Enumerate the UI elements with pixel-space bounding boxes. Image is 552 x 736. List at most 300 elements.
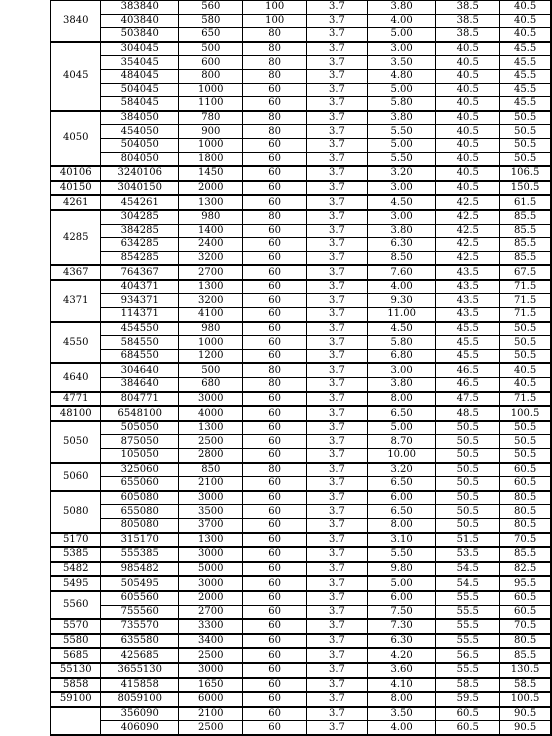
table-row: [51, 406, 552, 421]
spec-cell: 6.50: [368, 505, 436, 519]
model-cell: 5050: [51, 421, 101, 463]
table-body: [51, 1, 552, 735]
table-row: [51, 14, 552, 28]
spec-cell: 11.00: [368, 308, 436, 322]
spec-cell: 3.7: [306, 195, 367, 210]
table-row: [51, 1, 552, 15]
blank-cell: [551, 56, 552, 70]
spec-cell: 38.5: [436, 28, 500, 42]
model-cell: 4367: [51, 265, 101, 280]
table-row: [51, 463, 552, 477]
spec-cell: 51.5: [436, 533, 500, 548]
table-row: [51, 435, 552, 449]
spec-cell: 60: [243, 491, 306, 505]
model-cell: 4550: [51, 322, 101, 364]
spec-cell: 100: [243, 14, 306, 28]
spec-cell: 384285: [101, 224, 179, 238]
table-row: [51, 111, 552, 125]
spec-cell: 3.7: [306, 634, 367, 649]
model-cell: 48100: [51, 406, 101, 421]
blank-cell: [551, 238, 552, 252]
table-row: [51, 294, 552, 308]
spec-cell: 45.5: [500, 97, 551, 111]
spec-cell: 3.7: [306, 533, 367, 548]
table-row: [51, 42, 552, 56]
blank-cell: [551, 721, 552, 735]
spec-cell: 934371: [101, 294, 179, 308]
spec-cell: 3.50: [368, 707, 436, 721]
spec-cell: 60.5: [500, 477, 551, 491]
table-row: [51, 518, 552, 532]
spec-cell: 60: [243, 591, 306, 605]
spec-cell: 4.50: [368, 322, 436, 336]
spec-cell: 60: [243, 547, 306, 562]
spec-cell: 3.00: [368, 181, 436, 196]
spec-cell: 555385: [101, 547, 179, 562]
model-cell: 5170: [51, 533, 101, 548]
spec-cell: 50.5: [500, 125, 551, 139]
table-row: [51, 28, 552, 42]
spec-cell: 560: [179, 1, 243, 15]
spec-cell: 8.00: [368, 692, 436, 707]
spec-cell: 50.5: [500, 152, 551, 166]
spec-cell: 3.7: [306, 97, 367, 111]
blank-cell: [551, 1, 552, 15]
blank-cell: [551, 518, 552, 532]
spec-cell: 106.5: [500, 166, 551, 181]
spec-cell: 90.5: [500, 707, 551, 721]
spec-cell: 10.00: [368, 449, 436, 463]
spec-cell: 80: [243, 111, 306, 125]
spec-cell: 40.5: [436, 166, 500, 181]
spec-cell: 900: [179, 125, 243, 139]
spec-cell: 3000: [179, 392, 243, 407]
spec-cell: 3.7: [306, 280, 367, 294]
spec-cell: 40.5: [436, 138, 500, 152]
blank-cell: [551, 634, 552, 649]
spec-cell: 404371: [101, 280, 179, 294]
spec-cell: 3300: [179, 619, 243, 634]
spec-cell: 6000: [179, 692, 243, 707]
spec-cell: 6.80: [368, 349, 436, 363]
spec-cell: 1300: [179, 533, 243, 548]
spec-cell: 60: [243, 421, 306, 435]
spec-cell: 47.5: [436, 392, 500, 407]
blank-cell: [551, 363, 552, 377]
spec-cell: 1300: [179, 421, 243, 435]
spec-cell: 504045: [101, 83, 179, 97]
spec-cell: 40.5: [436, 181, 500, 196]
table-row: [51, 181, 552, 196]
spec-cell: 755560: [101, 605, 179, 619]
spec-cell: 105050: [101, 449, 179, 463]
table-row: [51, 449, 552, 463]
blank-cell: [551, 152, 552, 166]
table-row: [51, 533, 552, 548]
spec-cell: 5.80: [368, 97, 436, 111]
spec-cell: 3.7: [306, 210, 367, 224]
spec-cell: 3.7: [306, 83, 367, 97]
spec-cell: 3.50: [368, 56, 436, 70]
spec-cell: 3.7: [306, 518, 367, 532]
spec-cell: 60: [243, 648, 306, 663]
spec-cell: 80: [243, 69, 306, 83]
model-cell: 5560: [51, 591, 101, 619]
spec-cell: 50.5: [500, 138, 551, 152]
model-cell: 4371: [51, 280, 101, 322]
table-row: [51, 336, 552, 350]
spec-cell: 384050: [101, 111, 179, 125]
spec-cell: 3.80: [368, 378, 436, 392]
spec-cell: 4.00: [368, 280, 436, 294]
spec-cell: 315170: [101, 533, 179, 548]
blank-cell: [551, 210, 552, 224]
spec-cell: 60: [243, 238, 306, 252]
spec-cell: 60: [243, 576, 306, 591]
spec-cell: 7.50: [368, 605, 436, 619]
spec-cell: 3.7: [306, 28, 367, 42]
spec-cell: 82.5: [500, 562, 551, 577]
spec-cell: 3400: [179, 634, 243, 649]
model-cell: 5685: [51, 648, 101, 663]
spec-cell: 3.7: [306, 14, 367, 28]
blank-cell: [551, 648, 552, 663]
spec-cell: 50.5: [500, 336, 551, 350]
spec-cell: 1300: [179, 280, 243, 294]
spec-cell: 60: [243, 406, 306, 421]
spec-cell: 764367: [101, 265, 179, 280]
spec-cell: 403840: [101, 14, 179, 28]
blank-cell: [551, 463, 552, 477]
blank-cell: [551, 378, 552, 392]
spec-cell: 383840: [101, 1, 179, 15]
spec-cell: 6.50: [368, 477, 436, 491]
spec-cell: 2500: [179, 648, 243, 663]
spec-cell: 67.5: [500, 265, 551, 280]
spec-cell: 70.5: [500, 619, 551, 634]
spec-cell: 80.5: [500, 505, 551, 519]
spec-cell: 60: [243, 97, 306, 111]
table-row: [51, 591, 552, 605]
table-row: [51, 195, 552, 210]
spec-cell: 3.20: [368, 166, 436, 181]
blank-cell: [551, 562, 552, 577]
spec-cell: 3240106: [101, 166, 179, 181]
table-row: [51, 605, 552, 619]
spec-cell: 50.5: [500, 421, 551, 435]
spec-cell: 60: [243, 435, 306, 449]
spec-cell: 42.5: [436, 210, 500, 224]
spec-cell: 650: [179, 28, 243, 42]
model-cell: 4771: [51, 392, 101, 407]
spec-cell: 114371: [101, 308, 179, 322]
spec-cell: 43.5: [436, 265, 500, 280]
spec-cell: 58.5: [500, 678, 551, 693]
spec-cell: 60: [243, 707, 306, 721]
model-cell: 59100: [51, 692, 101, 707]
spec-cell: 42.5: [436, 224, 500, 238]
spec-cell: 42.5: [436, 251, 500, 265]
spec-cell: 1000: [179, 336, 243, 350]
spec-cell: 50.5: [436, 463, 500, 477]
spec-cell: 875050: [101, 435, 179, 449]
spec-cell: 60: [243, 721, 306, 735]
spec-cell: 3.7: [306, 308, 367, 322]
spec-cell: 655080: [101, 505, 179, 519]
spec-cell: 500: [179, 42, 243, 56]
blank-cell: [551, 336, 552, 350]
spec-cell: 60: [243, 308, 306, 322]
blank-cell: [551, 547, 552, 562]
spec-cell: 60: [243, 678, 306, 693]
spec-cell: 3.7: [306, 505, 367, 519]
spec-cell: 60.5: [500, 591, 551, 605]
table-row: [51, 707, 552, 721]
spec-cell: 50.5: [436, 449, 500, 463]
spec-cell: 2100: [179, 477, 243, 491]
spec-cell: 60: [243, 619, 306, 634]
spec-cell: 580: [179, 14, 243, 28]
spec-cell: 3.7: [306, 111, 367, 125]
model-cell: 5570: [51, 619, 101, 634]
spec-cell: 3.7: [306, 125, 367, 139]
table-row: [51, 322, 552, 336]
spec-cell: 8.00: [368, 392, 436, 407]
table-row: [51, 83, 552, 97]
spec-cell: 3.7: [306, 678, 367, 693]
spec-cell: 505050: [101, 421, 179, 435]
spec-cell: 3.7: [306, 69, 367, 83]
spec-cell: 50.5: [500, 449, 551, 463]
spec-cell: 805080: [101, 518, 179, 532]
spec-cell: 5.00: [368, 138, 436, 152]
spec-cell: 415858: [101, 678, 179, 693]
table-row: [51, 477, 552, 491]
spec-cell: 2000: [179, 181, 243, 196]
spec-cell: 2500: [179, 721, 243, 735]
spec-cell: 1200: [179, 349, 243, 363]
spec-cell: 1450: [179, 166, 243, 181]
spec-cell: 60: [243, 692, 306, 707]
spec-cell: 3000: [179, 491, 243, 505]
spec-cell: 43.5: [436, 308, 500, 322]
blank-cell: [551, 14, 552, 28]
model-cell: 4261: [51, 195, 101, 210]
blank-cell: [551, 505, 552, 519]
spec-cell: 3.7: [306, 707, 367, 721]
spec-cell: 5.00: [368, 576, 436, 591]
spec-cell: 600: [179, 56, 243, 70]
spec-cell: 3.7: [306, 435, 367, 449]
spec-cell: 356090: [101, 707, 179, 721]
spec-cell: 3.7: [306, 721, 367, 735]
spec-cell: 584045: [101, 97, 179, 111]
spec-cell: 5.80: [368, 336, 436, 350]
spec-cell: 8.00: [368, 518, 436, 532]
spec-cell: 325060: [101, 463, 179, 477]
spec-cell: 60: [243, 294, 306, 308]
spec-cell: 60: [243, 562, 306, 577]
spec-cell: 50.5: [500, 322, 551, 336]
spec-cell: 3.7: [306, 491, 367, 505]
spec-cell: 60: [243, 336, 306, 350]
spec-cell: 50.5: [436, 491, 500, 505]
spec-cell: 3000: [179, 547, 243, 562]
model-cell: 5080: [51, 491, 101, 533]
spec-cell: 1650: [179, 678, 243, 693]
blank-cell: [551, 707, 552, 721]
spec-cell: 4000: [179, 406, 243, 421]
spec-cell: 60: [243, 449, 306, 463]
spec-cell: 80: [243, 56, 306, 70]
spec-cell: 454261: [101, 195, 179, 210]
spec-cell: 3.7: [306, 547, 367, 562]
spec-cell: 2700: [179, 605, 243, 619]
spec-cell: 3.7: [306, 181, 367, 196]
spec-cell: 6.30: [368, 238, 436, 252]
spec-cell: 804771: [101, 392, 179, 407]
spec-cell: 500: [179, 363, 243, 377]
model-cell: 5060: [51, 463, 101, 491]
spec-cell: 80: [243, 378, 306, 392]
spec-cell: 60: [243, 83, 306, 97]
spec-cell: 60: [243, 392, 306, 407]
spec-cell: 85.5: [500, 238, 551, 252]
spec-cell: 3.7: [306, 265, 367, 280]
spec-cell: 50.5: [500, 435, 551, 449]
blank-cell: [551, 251, 552, 265]
spec-cell: 8.50: [368, 251, 436, 265]
spec-cell: 80: [243, 210, 306, 224]
spec-cell: 60: [243, 152, 306, 166]
spec-cell: 80.5: [500, 634, 551, 649]
model-cell: 4285: [51, 210, 101, 265]
table-row: [51, 576, 552, 591]
table-row: [51, 138, 552, 152]
table-row: [51, 547, 552, 562]
spec-cell: 3.7: [306, 294, 367, 308]
spec-cell: 304285: [101, 210, 179, 224]
spec-cell: 4100: [179, 308, 243, 322]
spec-cell: 60: [243, 138, 306, 152]
spec-cell: 3.20: [368, 463, 436, 477]
spec-cell: 85.5: [500, 251, 551, 265]
spec-cell: 3.7: [306, 619, 367, 634]
spec-cell: 3655130: [101, 663, 179, 678]
spec-cell: 60.5: [436, 721, 500, 735]
spec-cell: 60: [243, 322, 306, 336]
blank-cell: [551, 294, 552, 308]
spec-cell: 50.5: [436, 505, 500, 519]
spec-cell: 8.70: [368, 435, 436, 449]
model-cell: 5385: [51, 547, 101, 562]
spec-cell: 40.5: [500, 14, 551, 28]
blank-cell: [551, 265, 552, 280]
blank-cell: [551, 435, 552, 449]
table-row: [51, 663, 552, 678]
spec-cell: 55.5: [436, 634, 500, 649]
spec-cell: 1100: [179, 97, 243, 111]
spec-cell: 3.10: [368, 533, 436, 548]
spec-cell: 71.5: [500, 294, 551, 308]
table-row: [51, 224, 552, 238]
spec-cell: 6.50: [368, 406, 436, 421]
spec-cell: 484045: [101, 69, 179, 83]
spec-cell: 1000: [179, 83, 243, 97]
spec-cell: 2500: [179, 435, 243, 449]
spec-cell: 80: [243, 28, 306, 42]
spec-cell: 40.5: [436, 83, 500, 97]
table-row: [51, 166, 552, 181]
spec-cell: 5000: [179, 562, 243, 577]
model-cell: 4640: [51, 363, 101, 391]
spec-cell: 3040150: [101, 181, 179, 196]
spec-cell: 850: [179, 463, 243, 477]
table-row: [51, 491, 552, 505]
spec-cell: 354045: [101, 56, 179, 70]
table-row: [51, 692, 552, 707]
spec-cell: 50.5: [436, 435, 500, 449]
blank-cell: [551, 69, 552, 83]
spec-cell: 4.80: [368, 69, 436, 83]
spec-cell: 130.5: [500, 663, 551, 678]
spec-cell: 3.7: [306, 562, 367, 577]
blank-cell: [551, 42, 552, 56]
spec-cell: 5.50: [368, 125, 436, 139]
spec-cell: 42.5: [436, 238, 500, 252]
table-row: [51, 97, 552, 111]
spec-cell: 3.7: [306, 663, 367, 678]
spec-cell: 5.50: [368, 152, 436, 166]
spec-cell: 1400: [179, 224, 243, 238]
spec-cell: 95.5: [500, 576, 551, 591]
spec-cell: 3.7: [306, 591, 367, 605]
spec-cell: 80.5: [500, 491, 551, 505]
spec-cell: 5.00: [368, 28, 436, 42]
spec-cell: 60: [243, 518, 306, 532]
spec-cell: 45.5: [436, 322, 500, 336]
blank-cell: [551, 576, 552, 591]
blank-cell: [551, 97, 552, 111]
spec-cell: 80: [243, 42, 306, 56]
spec-cell: 1000: [179, 138, 243, 152]
blank-cell: [551, 421, 552, 435]
spec-cell: 50.5: [436, 518, 500, 532]
spec-cell: 40.5: [436, 42, 500, 56]
spec-cell: 1300: [179, 195, 243, 210]
model-cell: 3840: [51, 1, 101, 42]
spec-cell: 3.7: [306, 238, 367, 252]
spec-cell: 71.5: [500, 308, 551, 322]
spec-cell: 50.5: [500, 349, 551, 363]
spec-cell: 3000: [179, 576, 243, 591]
table-row: [51, 265, 552, 280]
spec-cell: 503840: [101, 28, 179, 42]
spec-cell: 3.7: [306, 322, 367, 336]
spec-cell: 605080: [101, 491, 179, 505]
spec-cell: 3.7: [306, 42, 367, 56]
spec-cell: 800: [179, 69, 243, 83]
spec-cell: 43.5: [436, 280, 500, 294]
spec-cell: 3.7: [306, 166, 367, 181]
spec-cell: 3.7: [306, 251, 367, 265]
model-cell: 5858: [51, 678, 101, 693]
spec-cell: 100.5: [500, 406, 551, 421]
spec-cell: 985482: [101, 562, 179, 577]
spec-cell: 735570: [101, 619, 179, 634]
spec-cell: 3200: [179, 294, 243, 308]
spec-cell: 980: [179, 210, 243, 224]
